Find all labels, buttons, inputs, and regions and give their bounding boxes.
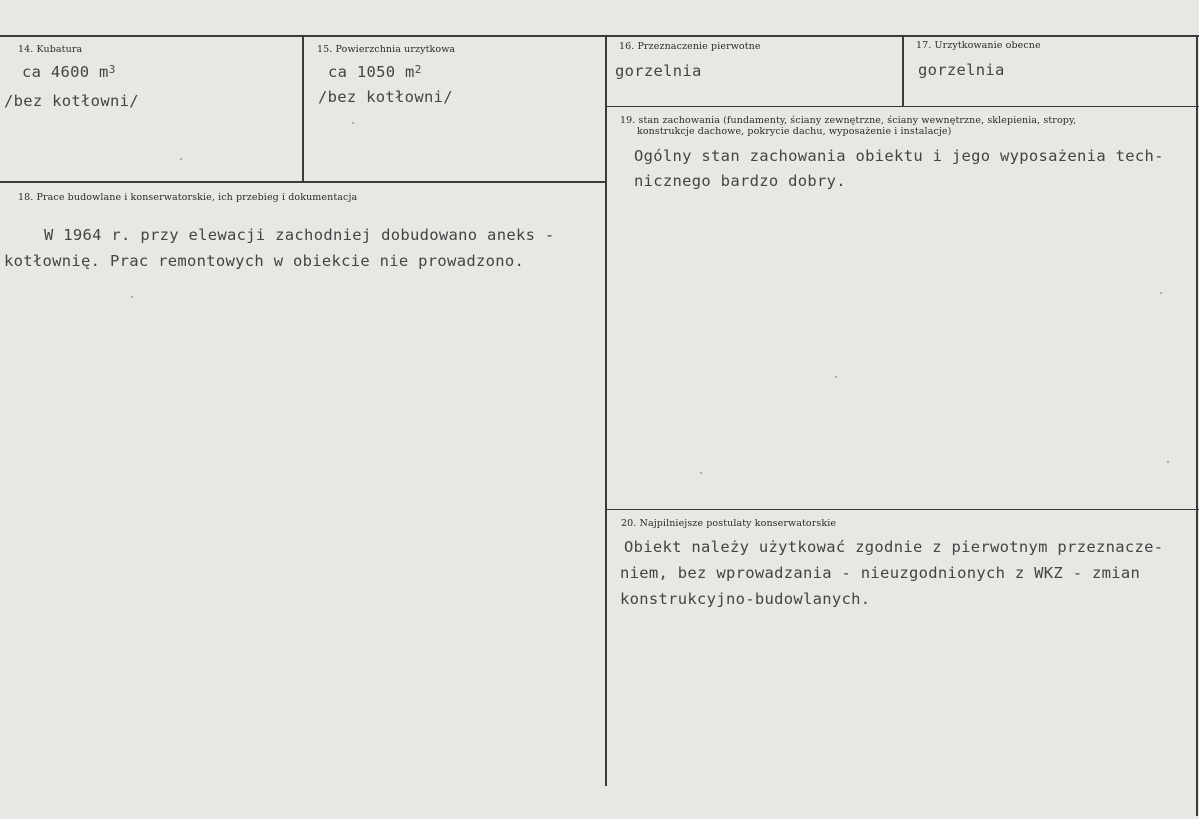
- field-19-label-line-1: 19. stan zachowania (fundamenty, ściany zewnętrzne, ściany wewnętrzne, sklepienia, stropy,: [620, 115, 1077, 126]
- field-14-value: [22, 63, 116, 81]
- paper-speck: [352, 122, 354, 124]
- field-17-label: 17. Urzytkowanie obecne: [916, 40, 1041, 51]
- field-15-value: [328, 63, 422, 81]
- field-14-volume: ca 4600 m: [22, 63, 109, 81]
- field-16-value: gorzelnia: [615, 62, 702, 80]
- paper-speck: [1160, 292, 1162, 294]
- field-20-line-3: konstrukcyjno-budowlanych.: [620, 590, 871, 608]
- field-19-line-1: Ogólny stan zachowania obiektu i jego wyposażenia tech-: [634, 147, 1164, 165]
- field-15-label: 15. Powierzchnia urzytkowa: [317, 44, 456, 55]
- field-20-label: 20. Najpilniejsze postulaty konserwatorskie: [621, 518, 837, 529]
- field-19-label-line-2: konstrukcje dachowe, pokrycie dachu, wyposażenie i instalacje): [637, 126, 952, 137]
- center-divider: [605, 36, 607, 786]
- divider-16-17: [902, 36, 904, 106]
- field-17-value: gorzelnia: [918, 61, 1005, 79]
- field-15-note: /bez kotłowni/: [318, 88, 453, 106]
- paper-speck: [700, 472, 702, 474]
- field-14-unit-exponent: 3: [108, 63, 116, 76]
- row2-divider-right: [606, 509, 1199, 510]
- paper-speck: [835, 376, 837, 378]
- field-15-area: ca 1050 m: [328, 63, 415, 81]
- top-border-line: [0, 35, 1199, 37]
- field-20-line-2: niem, bez wprowadzania - nieuzgodnionych z WKZ - zmian: [620, 564, 1141, 582]
- paper-speck: [180, 158, 182, 160]
- field-18-line-2: kotłownię. Prac remontowych w obiekcie nie prowadzono.: [4, 252, 525, 270]
- paper-speck: [131, 296, 133, 298]
- field-18-line-1: W 1964 r. przy elewacji zachodniej dobudowano aneks -: [44, 226, 555, 244]
- field-14-label: 14. Kubatura: [18, 44, 83, 55]
- right-border-line: [1196, 36, 1198, 816]
- row1-divider-right: [606, 106, 1199, 107]
- field-14-note: /bez kotłowni/: [4, 92, 139, 110]
- field-16-label: 16. Przeznaczenie pierwotne: [619, 41, 761, 52]
- field-15-unit-exponent: 2: [414, 63, 422, 76]
- field-19-line-2: nicznego bardzo dobry.: [634, 172, 846, 190]
- paper-speck: [1167, 461, 1169, 463]
- field-18-label: 18. Prace budowlane i konserwatorskie, ich przebieg i dokumentacja: [18, 192, 358, 203]
- divider-14-15: [302, 36, 304, 182]
- field-20-line-1: Obiekt należy użytkować zgodnie z pierwotnym przeznacze-: [624, 538, 1164, 556]
